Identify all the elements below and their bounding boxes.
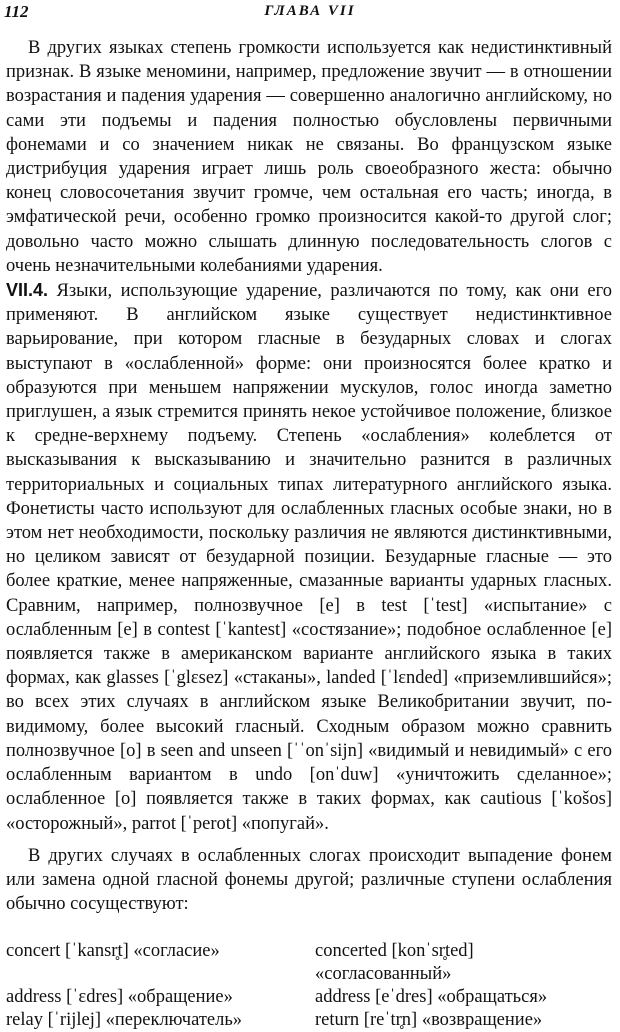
example-left: concert [ˈkansr̥t] «согласие» [6,941,220,962]
paragraph-3: В других случаях в ослабленных слогах происходит выпадение фонем или замена одной гласной фонемы другой; различные ступени ослабления обычно сосуществуют: [6,845,612,915]
example-row [6,940,612,986]
section-number: VII.4. [6,280,49,301]
paragraph-2 [6,278,612,836]
paragraph-2-text: Языки, использующие ударение, различаются по тому, как они его применяют. В английском языке существует недистинктивное варьирование, при котором гласные в безударных словах и слогах выступают в «ослабленной» форме: они произносятся более кратко и образуются при меньшем напряжении мускулов, голос иногда заметно приглушен, а язык стремится принять некое устойчивое положение, близкое к средне-верхнему подъему. Степень «ослабления» колеблется от высказывания к высказыванию и значительно разнится в различных территориальных и социальных типах литературного английского языка. Фонетисты часто используют для ослабленных гласных особые знаки, но в этом нет необходимости, поскольку различия не являются дистинктивными, но целиком зависят от безударной позиции. Безударные гласные — это более краткие, менее напряженные, смазанные варианты ударных гласных. Сравним, например, полнозвучное [e] в test [ˈtest] «испытание» с ослабленным [e] в contest [ˈkantest] «состязание»; подобное ослабленное [e] появляется также в американском варианте английского языка в таких формах, как glasses [ˈglɛsez] «стаканы», landed [ˈlɛnded] «приземлившийся»; во всех этих случаях в английском языке Великобритании звучит, по-видимому, более высокий гласный. Сходным образом можно сравнить полнозвучное [o] в seen and unseen [ˈˈonˈsijn] «видимый и невидимый» с его ослабленным вариантом в undo [onˈduw] «уничтожить сделанное»; ослабленное [o] появляется также в таких формах, как cautious [ˈkošos] «осторожный», parrot [ˈperot] «попугай». [6,281,612,834]
body-text [6,36,612,1032]
running-head: ГЛАВА VII [264,3,356,19]
example-right: concerted [konˈsr̥ted] «согласованный» [315,941,474,985]
example-right: address [eˈdres] «обращаться» [315,987,548,1008]
example-left: relay [ˈrijlej] «переключатель» [6,1010,243,1031]
example-table [6,940,612,1032]
example-left: address [ˈɛdres] «обращение» [6,987,233,1008]
example-row [6,1009,612,1032]
page-header [0,2,620,26]
page-number: 112 [4,2,29,21]
example-row [6,986,612,1009]
example-right: return [reˈtr̥n] «возвращение» [315,1010,543,1031]
paragraph-1: В других языках степень громкости используется как недистинктивный признак. В языке меномини, например, предложение звучит — в отношении возрастания и падения ударения — совершенно аналогично английскому, но сами эти подъемы и падения полностью обусловлены первичными фонемами и со значением никак не связаны. Во французском языке дистрибуция ударения играет лишь роль своеобразного жеста: обычно конец словосочетания звучит громче, чем остальная его часть; иногда, в эмфатической речи, особенно громко произносится какой-то другой слог; довольно часто можно слышать длинную последовательность слогов с очень незначительными колебаниями ударения. [6,38,612,276]
